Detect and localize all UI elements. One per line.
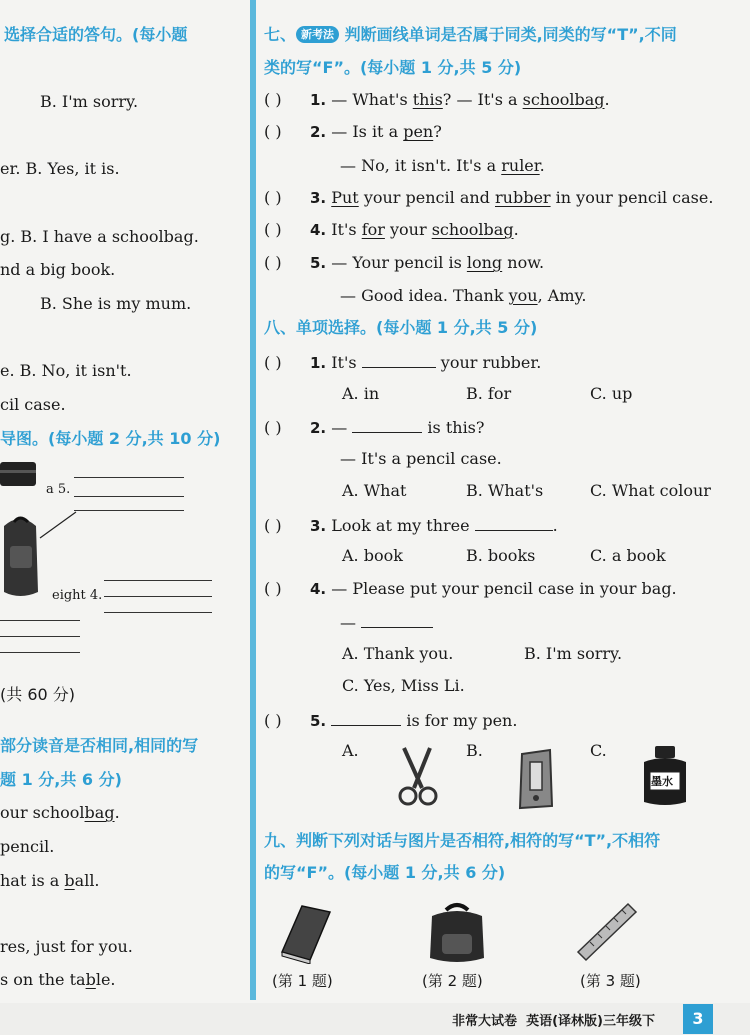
left-answer-1: B. I'm sorry. (40, 92, 139, 111)
sec8-q2: ( ) 2. — is this? (264, 418, 485, 437)
answer-parens[interactable]: ( ) (264, 579, 282, 598)
sec9-title-line2: 的写“F”。(每小题 1 分,共 6 分) (264, 863, 506, 882)
answer-parens[interactable]: ( ) (264, 220, 282, 239)
fill-blank[interactable] (361, 611, 433, 628)
sec8-q2-option-c[interactable]: C. What colour (590, 481, 711, 500)
pencil-case-image (0, 458, 40, 490)
write-line[interactable] (74, 477, 184, 478)
ink-bottle-label: 墨水 (651, 775, 673, 788)
sec8-q2-option-a[interactable]: A. What (342, 481, 407, 500)
write-line[interactable] (104, 612, 212, 613)
sec9-caption-3: (第 3 题) (580, 972, 641, 990)
left-answer-3: g. B. I have a schoolbag. (0, 227, 199, 246)
write-line[interactable] (0, 620, 80, 621)
sec7-q1: ( ) 1. — What's this? — It's a schoolbag. (264, 90, 610, 109)
sec7-q5-line2: — Good idea. Thank you, Amy. (340, 286, 587, 305)
sec8-q5-option-b[interactable]: B. (466, 741, 483, 760)
write-line[interactable] (74, 496, 184, 497)
footer-text: 非常大试卷 英语(译林版)三年级下 (452, 1014, 655, 1029)
sec7-q5: ( ) 5. — Your pencil is long now. (264, 253, 545, 272)
left-answer-4: nd a big book. (0, 260, 116, 279)
answer-parens[interactable]: ( ) (264, 353, 282, 372)
fill-blank[interactable] (331, 709, 401, 726)
sec7-title-line2: 类的写“F”。(每小题 1 分,共 5 分) (264, 58, 522, 77)
sec6-title-line1: 部分读音是否相同,相同的写 (0, 736, 199, 755)
sec7-q2-line2: — No, it isn't. It's a ruler. (340, 156, 545, 175)
sec9-caption-1: (第 1 题) (272, 972, 333, 990)
sec7-q4: ( ) 4. It's for your schoolbag. (264, 220, 519, 239)
new-method-badge: 新考法 (296, 26, 339, 43)
right-column (258, 0, 750, 1000)
fill-blank[interactable] (475, 514, 553, 531)
write-line[interactable] (0, 652, 80, 653)
write-line[interactable] (104, 580, 212, 581)
answer-parens[interactable]: ( ) (264, 711, 282, 730)
left-column (0, 0, 248, 1000)
sec8-q3-option-b[interactable]: B. books (466, 546, 536, 565)
sec8-q4-line2: — (340, 611, 433, 633)
sec8-q1: ( ) 1. It's your rubber. (264, 353, 542, 372)
sec8-q5: ( ) 5. is for my pen. (264, 711, 518, 730)
ruler-image (574, 900, 640, 964)
sec8-q1-option-b[interactable]: B. for (466, 384, 512, 403)
schoolbag-image (424, 900, 490, 966)
sec8-q1-option-c[interactable]: C. up (590, 384, 633, 403)
mindmap-title: 导图。(每小题 2 分,共 10 分) (0, 429, 221, 448)
book-image (278, 902, 334, 964)
sec7-q2: ( ) 2. — Is it a pen? (264, 122, 442, 141)
sec6-item-3: hat is a ball. (0, 871, 100, 890)
sec8-q3-option-c[interactable]: C. a book (590, 546, 666, 565)
fill-blank[interactable] (362, 351, 436, 368)
sec8-q4-option-c[interactable]: C. Yes, Miss Li. (342, 676, 465, 695)
left-section-title: 选择合适的答句。(每小题 (4, 25, 188, 44)
column-divider (250, 0, 256, 1000)
sec7-title-line1: 七、 新考法 判断画线单词是否属于同类,同类的写“T”,不同 (264, 25, 677, 44)
answer-parens[interactable]: ( ) (264, 516, 282, 535)
sharpener-image (516, 748, 556, 810)
scissors-image (392, 744, 442, 808)
sec8-q4-option-b[interactable]: B. I'm sorry. (524, 644, 623, 663)
sec6-item-4: res, just for you. (0, 937, 133, 956)
sec6-title-line2: 题 1 分,共 6 分) (0, 770, 122, 789)
sec9-caption-2: (第 2 题) (422, 972, 483, 990)
answer-parens[interactable]: ( ) (264, 418, 282, 437)
section-score: (共 60 分) (0, 685, 76, 704)
sec8-q1-option-a[interactable]: A. in (342, 384, 380, 403)
sec8-q5-option-a[interactable]: A. (342, 741, 359, 760)
mindmap-label-eight4: eight 4. (52, 588, 103, 603)
sec8-q3-option-a[interactable]: A. book (342, 546, 403, 565)
sec8-title: 八、单项选择。(每小题 1 分,共 5 分) (264, 318, 538, 337)
write-line[interactable] (74, 510, 184, 511)
schoolbag-image (0, 512, 42, 602)
fill-blank[interactable] (352, 416, 422, 433)
write-line[interactable] (104, 596, 212, 597)
sec8-q4-option-a[interactable]: A. Thank you. (342, 644, 454, 663)
left-answer-2: er. B. Yes, it is. (0, 159, 120, 178)
answer-parens[interactable]: ( ) (264, 90, 282, 109)
left-answer-6: e. B. No, it isn't. (0, 361, 132, 380)
mindmap-label-a5: a 5. (46, 482, 71, 497)
left-answer-7: cil case. (0, 395, 66, 414)
write-line[interactable] (0, 636, 80, 637)
sec6-item-2: pencil. (0, 837, 55, 856)
sec9-title-line1: 九、判断下列对话与图片是否相符,相符的写“T”,不相符 (264, 831, 661, 850)
mindmap-connector (38, 510, 78, 540)
sec8-q3: ( ) 3. Look at my three . (264, 516, 558, 535)
sec6-item-5: s on the table. (0, 970, 116, 989)
sec8-q2-option-b[interactable]: B. What's (466, 481, 544, 500)
left-answer-5: B. She is my mum. (40, 294, 192, 313)
sec6-item-1: our schoolbag. (0, 803, 120, 822)
answer-parens[interactable]: ( ) (264, 122, 282, 141)
sec8-q5-option-c[interactable]: C. (590, 741, 607, 760)
sec8-q2-line2: — It's a pencil case. (340, 449, 502, 468)
page-number: 3 (683, 1004, 713, 1034)
answer-parens[interactable]: ( ) (264, 188, 282, 207)
sec8-q4: ( ) 4. — Please put your pencil case in your bag. (264, 579, 677, 598)
answer-parens[interactable]: ( ) (264, 253, 282, 272)
sec7-q3: ( ) 3. Put your pencil and rubber in your pencil case. (264, 188, 714, 207)
